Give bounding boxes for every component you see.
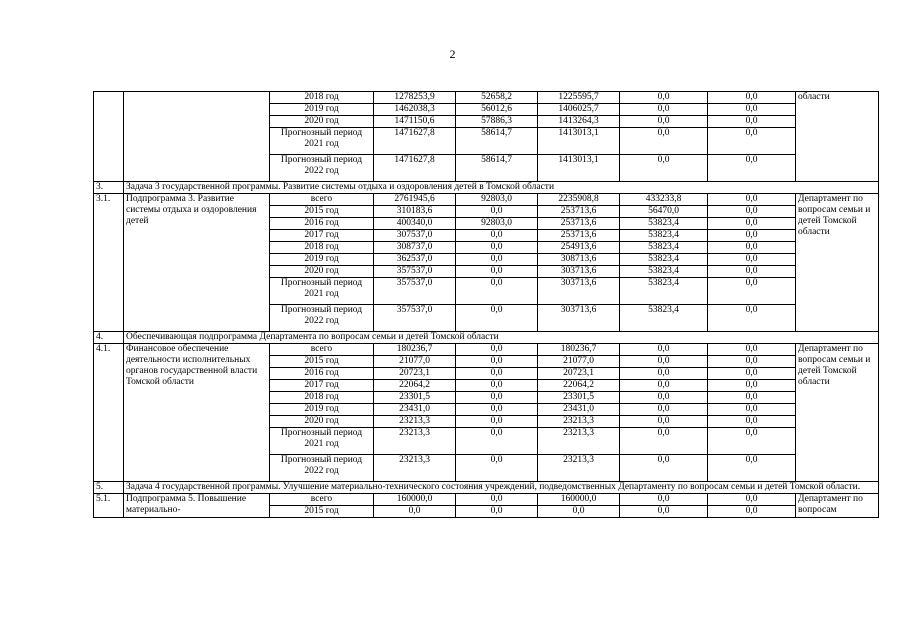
responsible-cell: Департамент по вопросам семьи и детей Томской области	[796, 194, 879, 332]
value-cell: 303713,6	[538, 278, 620, 305]
table-body	[94, 92, 879, 518]
year-label: Прогнозный период 2022 год	[270, 305, 374, 332]
year-label: Прогнозный период 2021 год	[270, 278, 374, 305]
value-cell: 1471627,8	[374, 155, 456, 182]
section-row	[94, 482, 879, 494]
value-cell: 0,0	[708, 380, 796, 392]
page-number: 2	[449, 47, 456, 61]
value-cell: 362537,0	[374, 254, 456, 266]
value-cell: 0,0	[620, 455, 708, 482]
value-cell: 0,0	[456, 506, 538, 518]
value-cell: 20723,1	[374, 368, 456, 380]
value-cell: 0,0	[374, 506, 456, 518]
value-cell: 23213,3	[374, 416, 456, 428]
year-label: 2019 год	[270, 104, 374, 116]
value-cell: 433233,8	[620, 194, 708, 206]
responsible-cell: Департамент по вопросам семьи и детей Томской области	[796, 344, 879, 482]
value-cell: 0,0	[456, 266, 538, 278]
value-cell: 92803,0	[456, 194, 538, 206]
row-name: Подпрограмма 3. Развитие системы отдыха и оздоровления детей	[124, 194, 270, 332]
row-index: 4.1.	[94, 344, 124, 482]
value-cell: 23301,5	[374, 392, 456, 404]
section-title: Задача 4 государственной программы. Улучшение материально-технического состояния учреждений, подведомственных Департаменту по вопросам семьи и детей Томской области.	[124, 482, 879, 494]
value-cell: 0,0	[456, 392, 538, 404]
value-cell: 0,0	[708, 194, 796, 206]
value-cell: 0,0	[708, 128, 796, 155]
value-cell: 308713,6	[538, 254, 620, 266]
value-cell: 0,0	[708, 266, 796, 278]
value-cell: 303713,6	[538, 266, 620, 278]
value-cell: 23431,0	[374, 404, 456, 416]
value-cell: 254913,6	[538, 242, 620, 254]
value-cell: 53823,4	[620, 278, 708, 305]
value-cell: 357537,0	[374, 278, 456, 305]
value-cell: 1462038,3	[374, 104, 456, 116]
value-cell: 0,0	[708, 92, 796, 104]
year-label: 2020 год	[270, 416, 374, 428]
year-label: 2015 год	[270, 506, 374, 518]
value-cell: 0,0	[456, 455, 538, 482]
table-row	[94, 194, 879, 206]
value-cell: 0,0	[620, 155, 708, 182]
value-cell: 0,0	[708, 242, 796, 254]
value-cell: 0,0	[708, 254, 796, 266]
value-cell: 0,0	[456, 278, 538, 305]
value-cell: 253713,6	[538, 206, 620, 218]
year-label: Прогнозный период 2022 год	[270, 155, 374, 182]
value-cell: 0,0	[708, 416, 796, 428]
year-label: 2015 год	[270, 206, 374, 218]
row-name	[124, 92, 270, 182]
year-label: 2019 год	[270, 404, 374, 416]
table-row	[94, 344, 879, 356]
value-cell: 0,0	[708, 155, 796, 182]
value-cell: 0,0	[456, 368, 538, 380]
value-cell: 2761945,6	[374, 194, 456, 206]
year-label: 2015 год	[270, 356, 374, 368]
value-cell: 1413013,1	[538, 155, 620, 182]
value-cell: 0,0	[708, 392, 796, 404]
value-cell: 0,0	[708, 218, 796, 230]
year-label: 2018 год	[270, 392, 374, 404]
value-cell: 23431,0	[538, 404, 620, 416]
row-name: Подпрограмма 5. Повышение материально-	[124, 494, 270, 518]
value-cell: 1413013,1	[538, 128, 620, 155]
row-index	[94, 92, 124, 182]
value-cell: 0,0	[620, 506, 708, 518]
value-cell: 53823,4	[620, 230, 708, 242]
budget-table	[93, 91, 879, 518]
value-cell: 0,0	[620, 128, 708, 155]
value-cell: 0,0	[456, 380, 538, 392]
value-cell: 0,0	[456, 305, 538, 332]
value-cell: 0,0	[620, 380, 708, 392]
value-cell: 58614,7	[456, 155, 538, 182]
value-cell: 0,0	[456, 344, 538, 356]
value-cell: 1413264,3	[538, 116, 620, 128]
section-row	[94, 332, 879, 344]
value-cell: 53823,4	[620, 266, 708, 278]
value-cell: 53823,4	[620, 218, 708, 230]
value-cell: 53823,4	[620, 242, 708, 254]
value-cell: 0,0	[456, 356, 538, 368]
year-label: Прогнозный период 2022 год	[270, 455, 374, 482]
table-row	[94, 494, 879, 506]
value-cell: 310183,6	[374, 206, 456, 218]
year-label: 2020 год	[270, 116, 374, 128]
year-label: 2017 год	[270, 380, 374, 392]
value-cell: 1278253,9	[374, 92, 456, 104]
value-cell: 0,0	[620, 428, 708, 455]
year-label: Прогнозный период 2021 год	[270, 428, 374, 455]
value-cell: 0,0	[708, 305, 796, 332]
value-cell: 308737,0	[374, 242, 456, 254]
value-cell: 56470,0	[620, 206, 708, 218]
value-cell: 0,0	[708, 230, 796, 242]
value-cell: 0,0	[620, 92, 708, 104]
value-cell: 53823,4	[620, 254, 708, 266]
value-cell: 303713,6	[538, 305, 620, 332]
row-index: 4.	[94, 332, 124, 344]
value-cell: 0,0	[456, 242, 538, 254]
section-row	[94, 182, 879, 194]
year-label: 2020 год	[270, 266, 374, 278]
value-cell: 23213,3	[374, 428, 456, 455]
section-title: Обеспечивающая подпрограмма Департамента по вопросам семьи и детей Томской области	[124, 332, 879, 344]
value-cell: 0,0	[708, 278, 796, 305]
value-cell: 23213,3	[538, 416, 620, 428]
value-cell: 0,0	[708, 344, 796, 356]
value-cell: 0,0	[620, 494, 708, 506]
value-cell: 22064,2	[374, 380, 456, 392]
value-cell: 0,0	[620, 392, 708, 404]
value-cell: 357537,0	[374, 305, 456, 332]
value-cell: 180236,7	[374, 344, 456, 356]
value-cell: 160000,0	[538, 494, 620, 506]
value-cell: 0,0	[620, 116, 708, 128]
value-cell: 0,0	[708, 104, 796, 116]
value-cell: 1471150,6	[374, 116, 456, 128]
year-label: всего	[270, 344, 374, 356]
value-cell: 0,0	[456, 404, 538, 416]
value-cell: 0,0	[538, 506, 620, 518]
responsible-cell: Департамент по вопросам	[796, 494, 879, 518]
year-label: Прогнозный период 2021 год	[270, 128, 374, 155]
value-cell: 0,0	[708, 356, 796, 368]
value-cell: 0,0	[620, 344, 708, 356]
value-cell: 0,0	[620, 104, 708, 116]
value-cell: 0,0	[620, 404, 708, 416]
value-cell: 0,0	[456, 254, 538, 266]
row-index: 3.1.	[94, 194, 124, 332]
year-label: 2016 год	[270, 218, 374, 230]
year-label: 2016 год	[270, 368, 374, 380]
value-cell: 0,0	[708, 368, 796, 380]
row-index: 5.	[94, 482, 124, 494]
value-cell: 0,0	[708, 428, 796, 455]
value-cell: 53823,4	[620, 305, 708, 332]
year-label: 2019 год	[270, 254, 374, 266]
value-cell: 1225595,7	[538, 92, 620, 104]
value-cell: 1406025,7	[538, 104, 620, 116]
year-label: 2017 год	[270, 230, 374, 242]
value-cell: 400340,0	[374, 218, 456, 230]
value-cell: 2235908,8	[538, 194, 620, 206]
value-cell: 23213,3	[538, 428, 620, 455]
value-cell: 0,0	[620, 356, 708, 368]
value-cell: 92803,0	[456, 218, 538, 230]
value-cell: 307537,0	[374, 230, 456, 242]
value-cell: 253713,6	[538, 230, 620, 242]
table-row	[94, 92, 879, 104]
value-cell: 56012,6	[456, 104, 538, 116]
value-cell: 0,0	[456, 206, 538, 218]
value-cell: 58614,7	[456, 128, 538, 155]
row-index: 3.	[94, 182, 124, 194]
value-cell: 1471627,8	[374, 128, 456, 155]
value-cell: 0,0	[708, 494, 796, 506]
value-cell: 0,0	[708, 455, 796, 482]
value-cell: 0,0	[708, 206, 796, 218]
value-cell: 0,0	[620, 368, 708, 380]
year-label: 2018 год	[270, 92, 374, 104]
value-cell: 253713,6	[538, 218, 620, 230]
value-cell: 0,0	[456, 416, 538, 428]
value-cell: 160000,0	[374, 494, 456, 506]
row-index: 5.1.	[94, 494, 124, 518]
value-cell: 0,0	[620, 416, 708, 428]
responsible-cell: области	[796, 92, 879, 182]
row-name: Финансовое обеспечение деятельности исполнительных органов государственной власти Томской области	[124, 344, 270, 482]
section-title: Задача 3 государственной программы. Развитие системы отдыха и оздоровления детей в Томской области	[124, 182, 879, 194]
value-cell: 180236,7	[538, 344, 620, 356]
value-cell: 20723,1	[538, 368, 620, 380]
value-cell: 0,0	[456, 494, 538, 506]
value-cell: 21077,0	[538, 356, 620, 368]
value-cell: 23301,5	[538, 392, 620, 404]
value-cell: 0,0	[708, 506, 796, 518]
value-cell: 23213,3	[374, 455, 456, 482]
value-cell: 0,0	[456, 428, 538, 455]
value-cell: 52658,2	[456, 92, 538, 104]
value-cell: 0,0	[708, 404, 796, 416]
value-cell: 21077,0	[374, 356, 456, 368]
year-label: всего	[270, 194, 374, 206]
value-cell: 357537,0	[374, 266, 456, 278]
year-label: 2018 год	[270, 242, 374, 254]
value-cell: 23213,3	[538, 455, 620, 482]
value-cell: 57886,3	[456, 116, 538, 128]
value-cell: 22064,2	[538, 380, 620, 392]
year-label: всего	[270, 494, 374, 506]
value-cell: 0,0	[456, 230, 538, 242]
value-cell: 0,0	[708, 116, 796, 128]
